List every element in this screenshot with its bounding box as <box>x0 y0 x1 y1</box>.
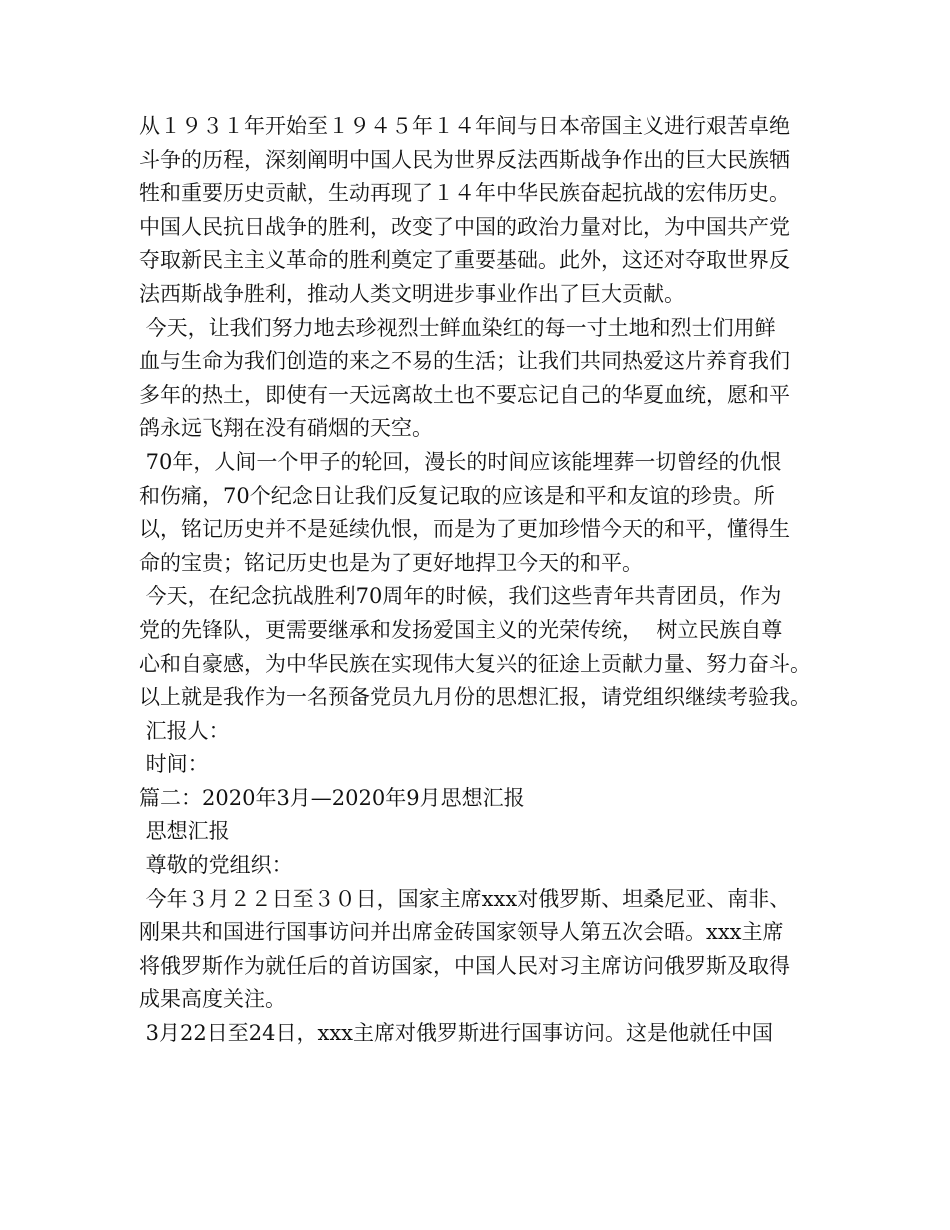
text-line: 刚果共和国进行国事访问并出席金砖国家领导人第五次会晤。xxx主席 <box>139 920 784 945</box>
text-line: 鸽永远飞翔在没有硝烟的天空。 <box>139 416 433 441</box>
text-line: 夺取新民主主义革命的胜利奠定了重要基础。此外，这还对夺取世界反 <box>139 248 790 273</box>
text-line: 今年３月２２日至３０日，国家主席xxx对俄罗斯、坦桑尼亚、南非、 <box>139 886 791 911</box>
text-line: 篇二：2020年3月—2020年9月思想汇报 <box>139 785 525 810</box>
text-line: 心和自豪感，为中华民族在实现伟大复兴的征途上贡献力量、努力奋斗。 <box>139 651 811 676</box>
text-line: 今天，让我们努力地去珍视烈士鲜血染红的每一寸土地和烈士们用鲜 <box>139 315 776 340</box>
text-line: 70年，人间一个甲子的轮回，漫长的时间应该能埋葬一切曾经的仇恨 <box>139 449 782 474</box>
text-line: 尊敬的党组织： <box>139 853 293 878</box>
text-line: 党的先锋队，更需要继承和发扬爱国主义的光荣传统， 树立民族自尊 <box>139 617 783 642</box>
text-line: 成果高度关注。 <box>139 987 286 1012</box>
text-line: 以，铭记历史并不是延续仇恨，而是为了更加珍惜今天的和平，懂得生 <box>139 517 790 542</box>
text-line: 中国人民抗日战争的胜利，改变了中国的政治力量对比，为中国共产党 <box>139 214 790 239</box>
text-line: 和伤痛，70个纪念日让我们反复记取的应该是和平和友谊的珍贵。所 <box>139 483 775 508</box>
text-line: 汇报人： <box>139 718 230 743</box>
text-line: 法西斯战争胜利，推动人类文明进步事业作出了巨大贡献。 <box>139 281 685 306</box>
text-line: 时间： <box>139 752 209 777</box>
text-line: 3月22日至24日，xxx主席对俄罗斯进行国事访问。这是他就任中国 <box>139 1021 774 1046</box>
text-line: 斗争的历程，深刻阐明中国人民为世界反法西斯战争作出的巨大民族牺 <box>139 147 790 172</box>
text-line: 血与生命为我们创造的来之不易的生活；让我们共同热爱这片养育我们 <box>139 349 790 374</box>
text-line: 将俄罗斯作为就任后的首访国家，中国人民对习主席访问俄罗斯及取得 <box>139 953 790 978</box>
text-line: 牲和重要历史贡献，生动再现了１４年中华民族奋起抗战的宏伟历史。 <box>139 181 790 206</box>
text-line: 从１９３１年开始至１９４５年１４年间与日本帝国主义进行艰苦卓绝 <box>139 114 790 138</box>
text-line: 以上就是我作为一名预备党员九月份的思想汇报，请党组织继续考验我。 <box>139 685 811 710</box>
text-line: 多年的热土，即使有一天远离故土也不要忘记自己的华夏血统，愿和平 <box>139 382 790 407</box>
text-line: 今天，在纪念抗战胜利70周年的时候，我们这些青年共青团员，作为 <box>139 584 782 609</box>
text-line: 命的宝贵；铭记历史也是为了更好地捍卫今天的和平。 <box>139 550 643 575</box>
text-line: 思想汇报 <box>139 819 230 844</box>
document-body <box>139 110 829 1051</box>
